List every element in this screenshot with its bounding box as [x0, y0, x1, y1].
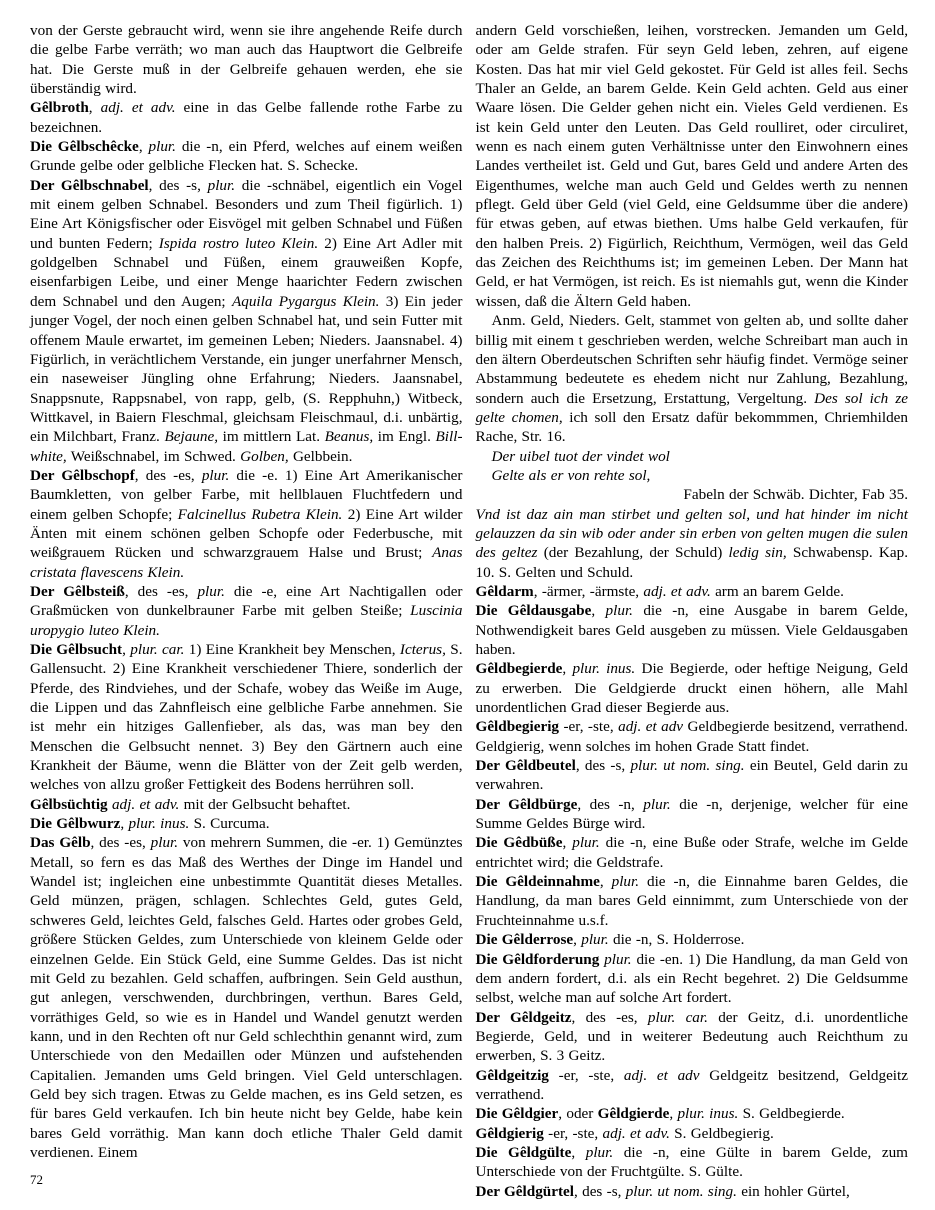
body-text: , — [138, 138, 149, 156]
body-text: 3) Ein jeder junger Vogel, der noch einen gelben Schnabel hat, und sein Futter mit offenem Maule erwartet, im gemeinen Leben; Nieders. Jaansnabel. 4) Figürlich, in verächtlichem Verstande, ein junger unerfahrner Mensch, ein naseweiser Jüngling ohne Erfahrung; Nieders. Jaansnabel, Snappsnute, Rappsnabel, von rapp, gelb, (S. Repphuhn,) Witbeck, Wittkavel, in Baiern Fleschmal, gleichsam Fleischmaul, d.i. unbärtig, ein Milchbart, Franz. — [30, 292, 463, 446]
body-text: -er, -ste, — [543, 1124, 603, 1142]
italic-text: plur. — [150, 834, 179, 852]
entry-headword: Der Gêldbeutel — [475, 757, 576, 775]
entry-headword: Der Gêldgürtel — [475, 1182, 574, 1200]
body-text: 1) Eine Krankheit bey Menschen, — [184, 641, 400, 658]
italic-text: plur. — [585, 1143, 614, 1161]
italic-text: plur. car. — [130, 641, 185, 658]
body-text: Schwabensp. Kap. 10. S. Gelten und Schuld. — [475, 544, 908, 581]
entry-headword: Die Gêldeinnahme — [475, 873, 600, 891]
entry-headword: Die Gêldforderung — [475, 950, 600, 968]
dictionary-paragraph — [476, 466, 909, 485]
italic-text: plur. — [643, 795, 671, 813]
body-text: Geldbegierde besitzend, verrathend. Geldgierig, wenn solches im hohen Grade Statt findet. — [475, 718, 909, 755]
body-text: Geldgeitz besitzend, Geldgeitz verrathend. — [475, 1066, 908, 1103]
entry-headword: Die Gêlbschêcke — [30, 138, 139, 156]
body-text: S. Curcuma. — [189, 815, 270, 833]
italic-text: plur. — [581, 931, 609, 949]
dictionary-paragraph — [30, 833, 463, 1162]
body-text: , des -es, — [90, 834, 151, 852]
entry-headword: Gêldbegierig — [475, 718, 560, 736]
entry-headword: Der Gêldgeitz — [475, 1008, 572, 1026]
italic-text: adj. et adv. — [602, 1124, 670, 1142]
entry-headword: Gêlbsüchtig — [30, 795, 108, 813]
italic-text: plur. inus. — [677, 1105, 739, 1123]
body-text: der Geitz, d.i. unordentliche Begierde, Geld, und in weiterer Bedeutung auch Reichthum zu erwerben, S. 3 Geitz. — [475, 1008, 908, 1065]
italic-text: plur. — [197, 582, 225, 600]
italic-text: plur. — [611, 873, 640, 891]
dictionary-paragraph — [476, 1066, 909, 1105]
body-text: die -n, eine Buße oder Strafe, welche im Gelde entrichtet wird; die Geldstrafe. — [475, 834, 909, 871]
body-text: , des -n, — [577, 795, 644, 813]
dictionary-paragraph — [476, 1104, 909, 1123]
italic-text: Golben, — [240, 447, 289, 465]
body-text: ich soll den Ersatz dafür bekommmen, Chriemhilden Rache, Str. 16. — [475, 408, 909, 446]
italic-text: plur. — [604, 950, 632, 968]
entry-headword: Gêldbegierde — [475, 660, 563, 678]
body-text: , des -s, — [148, 176, 208, 194]
entry-headword: Die Gêlbsucht — [30, 641, 123, 658]
dictionary-paragraph — [30, 814, 463, 833]
body-text: 2) Eine Art Adler mit goldgelben Schnabel und Füßen, einem grauweißen Kopfe, eisenfarbigen Leibe, und einer Menge haarichter Federn zwischen dem Schnabel und den Augen; — [30, 234, 463, 310]
body-text: Anm. Geld, Nieders. Gelt, stammet von gelten ab, und sollte daher billig mit einem t geschrieben werden, welche Schreibart man auch in den ältern Oberdeutschen Schriften sehr häufig findet. Vermöge seiner Abstammung bedeutete es ehedem nicht nur Zahlung, Bezahlung, sondern auch die Ersetzung, Erstattung, Vergeltung. — [475, 312, 908, 407]
entry-headword: Das Gêlb — [30, 834, 91, 852]
body-text: , -ärmer, -ärmste, — [533, 582, 644, 600]
italic-text: Beanus, — [324, 428, 374, 446]
body-text: arm an barem Gelde. — [710, 582, 844, 600]
body-text: 2) Eine Art wilder Änten mit einem schönen gelben Schopfe oder Federbusche, mit weißgrauem Rücken und schwarzgrauem Halse und Brust; — [30, 505, 463, 562]
italic-text: plur. ut nom. sing. — [625, 1182, 737, 1200]
left-column — [30, 21, 463, 1201]
body-text: ein hohler Gürtel, — [736, 1182, 850, 1200]
body-text: Gelbbein. — [288, 447, 353, 465]
italic-text: plur. — [605, 602, 633, 620]
entry-headword: Die Gêlbwurz — [30, 815, 121, 833]
body-text: S. Geldbegierig. — [669, 1124, 774, 1142]
italic-text: plur. car. — [647, 1008, 708, 1026]
body-text: , des -es, — [571, 1008, 648, 1026]
dictionary-paragraph — [476, 505, 909, 582]
body-text: die -n, die Einnahme baren Geldes, die Handlung, da man bares Geld einnimmt, zum Unterschiede von der Fruchteinnahme u.s.f. — [475, 873, 908, 929]
italic-text: ledig sin, — [728, 544, 787, 562]
dictionary-paragraph — [476, 1008, 909, 1066]
dictionary-paragraph — [476, 950, 909, 1008]
body-text: eine in das Gelbe fallende rothe Farbe zu bezeichnen. — [30, 99, 463, 136]
dictionary-paragraph — [30, 137, 463, 176]
italic-text: adj. et adv — [623, 1066, 700, 1084]
body-text: Weißschnabel, im Schwed. — [66, 447, 241, 465]
body-text: , des -es, — [134, 466, 202, 484]
dictionary-paragraph — [30, 582, 463, 640]
body-text: , — [122, 641, 131, 658]
dictionary-paragraph — [30, 176, 463, 466]
entry-headword: Die Gêldgülte — [475, 1143, 572, 1161]
italic-text: Aquila Pygargus Klein. — [231, 292, 380, 310]
body-text: die -n, ein Pferd, welches auf einem weißen Grunde gelbe oder gelbliche Flecken hat. S. Schecke. — [30, 138, 463, 175]
body-text: , — [573, 931, 582, 949]
italic-text: Anas cristata flavescens Klein. — [30, 544, 463, 581]
body-text: von der Gerste gebraucht wird, wenn sie ihre angehende Reife durch die gelbe Farbe verräth; wo man auch das Hauptwort die Gelbreife hat. Die Gerste muß in der Gelbreife gehauen werden, ehe sie überständig wird. — [30, 22, 463, 98]
dictionary-paragraph — [476, 485, 909, 504]
entry-headword: Die Gêdbüße — [475, 834, 563, 852]
italic-text: adj. et adv. — [643, 582, 711, 600]
dictionary-paragraph — [30, 466, 463, 582]
dictionary-paragraph — [476, 1143, 909, 1182]
dictionary-paragraph — [30, 640, 463, 795]
body-text: die -n, eine Gülte in barem Gelde, zum Unterschiede von der Fruchtgülte. S. Gülte. — [475, 1143, 908, 1181]
body-text: , — [591, 602, 606, 620]
italic-text: Der uibel tuot der vindet wol — [491, 447, 670, 465]
italic-text: adj. et adv. — [111, 795, 180, 813]
italic-text: Gelte als er von rehte sol, — [491, 466, 651, 484]
body-text: -er, -ste, — [559, 718, 619, 736]
dictionary-paragraph — [30, 98, 463, 137]
dictionary-paragraph — [476, 447, 909, 466]
entry-headword: Der Gêlbschopf — [30, 466, 135, 484]
body-text: Die Begierde, oder heftige Neigung, Geld zu erwerben. Die Geldgierde druckt einen höhern, alle Mahl unordentlichen Grad dieser Begierde aus. — [475, 660, 909, 717]
dictionary-paragraph — [476, 1182, 909, 1201]
entry-headword: Die Gêldgier — [475, 1105, 559, 1123]
italic-text: Bejaune, — [164, 428, 219, 446]
italic-text: Icterus, — [399, 641, 446, 658]
italic-text: plur. — [207, 176, 236, 194]
italic-text: adj. et adv. — [100, 99, 176, 117]
dictionary-paragraph — [476, 311, 909, 446]
body-text: die -schnäbel, eigentlich ein Vogel mit einem gelben Schnabel. Besonders und zum Theil figürlich. 1) Eine Art Königsfischer oder Eisvögel mit gelben Schnabel und Füßen und bunten Federn; — [30, 176, 463, 252]
italic-text: plur. — [201, 466, 230, 484]
body-text: die -n, derjenige, welcher für eine Summe Geldes Bürge wird. — [475, 795, 908, 833]
body-text: , — [88, 99, 101, 117]
entry-headword: Der Gêldbürge — [475, 795, 578, 813]
entry-headword: Gêlbroth — [30, 99, 89, 117]
dictionary-paragraph — [30, 21, 463, 98]
dictionary-paragraph — [476, 756, 909, 795]
body-text: (der Bezahlung, der Schuld) — [543, 544, 729, 562]
italic-text: plur. inus. — [128, 815, 190, 833]
body-text: , des -s, — [575, 757, 631, 775]
dictionary-paragraph — [476, 930, 909, 949]
body-text: im mittlern Lat. — [218, 428, 325, 446]
two-column-text — [30, 21, 908, 1201]
body-text: mit der Gelbsucht behaftet. — [179, 795, 351, 813]
body-text: , des -s, — [574, 1182, 626, 1200]
body-text: die -e, eine Art Nachtigallen oder Graßmücken von dunkelbrauner Farbe mit gelben Steiße; — [30, 582, 463, 620]
italic-text: Ispida rostro luteo Klein. — [158, 234, 319, 252]
italic-text: plur. — [572, 834, 600, 852]
dictionary-paragraph — [476, 872, 909, 930]
body-text: die -n, S. Holderrose. — [608, 931, 745, 949]
dictionary-paragraph — [476, 582, 909, 601]
italic-text: Luscinia uropygio luteo Klein. — [30, 602, 463, 639]
entry-headword: Gêldgierde — [597, 1105, 670, 1123]
italic-text: Vnd ist daz ain man stirbet und gelten sol, und hat hinder im nicht gelauzzen da sin wib oder ander sin erben von gelten mugen die sulen des geltez — [475, 505, 908, 562]
body-text: , — [562, 660, 573, 678]
body-text: , oder — [558, 1105, 598, 1123]
dictionary-paragraph — [476, 659, 909, 717]
body-text: , — [669, 1105, 678, 1123]
body-text: , — [599, 873, 612, 891]
body-text: , — [571, 1143, 586, 1161]
body-text: die -en. 1) Die Handlung, da man Geld von dem andern fordert, d.i. als ein Recht begehret. 2) Die Geldsumme selbst, welche man auf solche Art fordert. — [475, 950, 908, 1007]
italic-text: Falcinellus Rubetra Klein. — [177, 505, 343, 523]
body-text: die -n, eine Ausgabe in barem Gelde, Nothwendigkeit bares Geld ausgeben zu müssen. Viele Geldausgaben haben. — [475, 602, 909, 658]
body-text: von mehrern Summen, die -er. 1) Gemünztes Metall, so fern es das Maß des Werthes der Dinge im Handel und Wandel ist; ingleichen eine unbestimmte Quantität dieses Metalles. Geld münzen, prägen, schlagen. Schlechtes Geld, gutes Geld, schweres Geld, leichtes Geld, falsches Geld. Hartes oder grobes Geld, größere Stücken Geldes, zum Unterschiede von kleinem Gelde oder einzelnen Gelde. Ein Stück Geld, eine Summe Geldes. Das ist nicht mit Geld zu bezahlen. Geld schaffen, aufbringen. Sein Geld austhun, gut anlegen, verschwenden, durchbringen, verthun. Bares Geld, vorräthiges Geld, so wie es in Handel und Wandel genutzt werden kann, und in den Rechten oft nur Geld schlechthin genannt wird, zum Unterschiede von den Medaillen oder Münzen und aufstehenden Capitalien. Jemanden ums Geld bringen. Viel Geld unterschlagen. Geld bey sich tragen. Etwas zu Gelde machen, es ins Geld setzen, es für bares Geld verkaufen. Ich bin heute nicht bey Gelde, habe kein bares Geld vorräthig. Man kann doch etliche Thaler Geld damit verdienen. Einem — [30, 834, 463, 1161]
body-text: , des -es, — [124, 582, 198, 600]
entry-headword: Gêldarm — [475, 582, 534, 600]
italic-text: plur. ut nom. sing. — [630, 757, 745, 775]
body-text: ein Beutel, Geld darin zu verwahren. — [475, 757, 908, 794]
body-text: die -e. 1) Eine Art Amerikanischer Baumkletten, von gelber Farbe, mit hellblauen Fluchtfedern und einem gelben Schopfe; — [30, 466, 463, 523]
body-text: S. Geldbegierde. — [738, 1105, 845, 1123]
body-text: andern Geld vorschießen, leihen, vorstrecken. Jemanden um Geld, oder am Gelde strafen. Für seyn Geld leben, zehren, auf eigene Kosten. Das hat mir viel Geld gekostet. Für Geld ist alles feil. Sechs Thaler an Gelde, an barem Gelde. Kein Geld achten. Geld aus einer Waare lösen. Die Gelder gehen nicht ein. Vieles Geld verdienen. Es ist kein Geld unter den Leuten. Das Geld roulliret, oder circuliret, wenn es nach einem guten Verhältnisse unter den Einwohnern eines Landes vertheilet ist. Geld und Gut, bares Geld und andere Arten des Eigenthumes, welche man auch Geld und Geldes werth zu nennen pflegt. Geld über Geld (viel Geld, eine Geldsumme über die andere) für etwas geben, auf etwas biethen. Ums halbe Geld verkaufen, für den halben Preis. 2) Figürlich, Reichthum, Vermögen, weil das Geld das Zeichen des Reichthums ist; im gemeinen Leben. Der Mann hat Geld, er hat Vermögen, ist reich. Es ist niemahls gut, wenn die Kinder wissen, daß die Ältern Geld haben. — [475, 22, 908, 310]
italic-text: Bill-white, — [30, 428, 463, 465]
dictionary-paragraph — [30, 795, 463, 814]
entry-headword: Die Gêldausgabe — [475, 602, 592, 620]
dictionary-paragraph — [476, 601, 909, 659]
dictionary-paragraph — [476, 21, 909, 311]
entry-headword: Der Gêlbsteiß — [30, 582, 125, 600]
body-text: , — [120, 815, 129, 833]
right-column — [476, 21, 909, 1201]
italic-text: plur. — [148, 138, 176, 156]
entry-headword: Der Gêlbschnabel — [30, 176, 149, 194]
dictionary-paragraph — [476, 1124, 909, 1143]
page-number: 72 — [30, 1172, 43, 1187]
body-text: -er, -ste, — [548, 1066, 624, 1084]
italic-text: Des sol ich ze gelte chomen, — [475, 389, 908, 426]
body-text: Fabeln der Schwäb. Dichter, Fab 35. — [683, 486, 908, 504]
dictionary-paragraph — [476, 717, 909, 756]
dictionary-paragraph — [476, 795, 909, 834]
entry-headword: Die Gêlderrose — [475, 931, 574, 949]
body-text: S. Gallensucht. 2) Eine Krankheit verschiedener Thiere, sonderlich der Pferde, des Rindviehes, und der Schafe, wobey das Weiße im Auge, die Lippen und das Zahnfleisch eine gelbliche Farbe annehmen. Sie ist mehr ein hitziges Gallenfieber, als das, was man bey den Menschen die Gelbsucht nennet. 3) Bey den Gärtnern auch eine Krankheit der Bäume, wenn die Blätter von der Zeit gelb werden, welches von allzu großer Fettigkeit des Bodens herrühren soll. — [30, 641, 463, 794]
italic-text: plur. inus. — [572, 660, 636, 678]
body-text: im Engl. — [373, 428, 436, 446]
dictionary-paragraph — [476, 833, 909, 872]
italic-text: adj. et adv — [618, 718, 684, 736]
entry-headword: Gêldgeitzig — [475, 1066, 549, 1084]
entry-headword: Gêldgierig — [475, 1124, 544, 1142]
body-text: , — [562, 834, 573, 852]
